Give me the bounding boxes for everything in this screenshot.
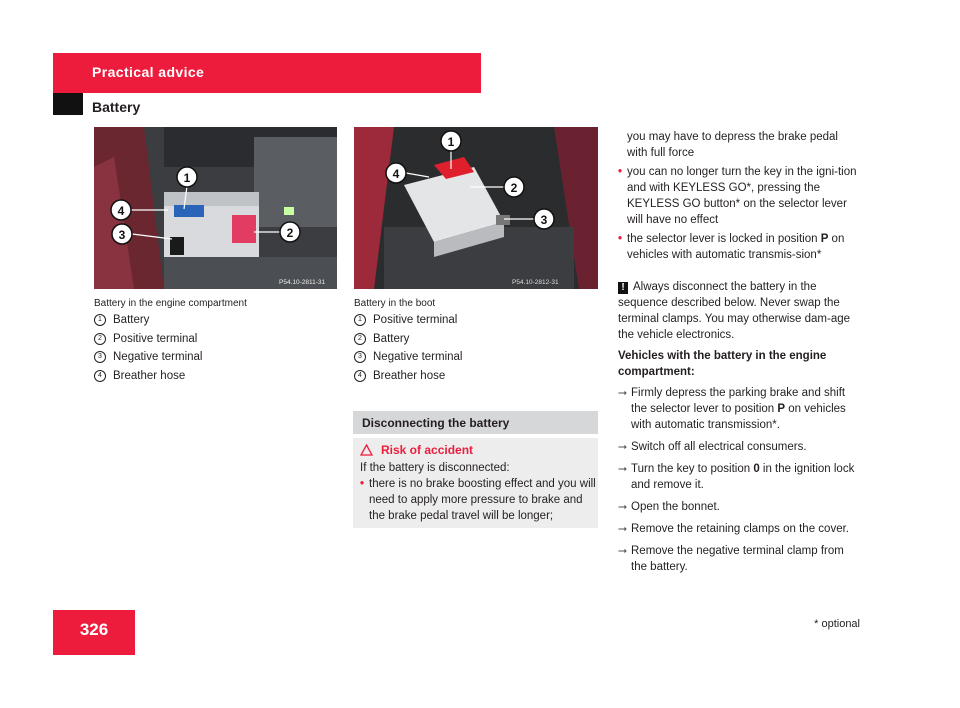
- note-paragraph: ! Always disconnect the battery in the sequence described below. Never swap the terminal clamps. You may otherwise dam-age the vehicle electronics.: [618, 281, 851, 341]
- legend-item: [354, 311, 599, 330]
- svg-text:2: 2: [286, 226, 294, 240]
- item-number: 3: [94, 351, 106, 363]
- svg-text:3: 3: [540, 213, 548, 227]
- legend-label: Battery: [113, 314, 150, 326]
- section-title: Practical advice: [92, 64, 205, 80]
- callout-1: [177, 167, 197, 187]
- right-column: [618, 129, 860, 575]
- warning-intro: If the battery is disconnected:: [360, 462, 510, 474]
- legend-label: Positive terminal: [373, 314, 458, 326]
- step: ⭢ Turn the key to position 0 in the ignition lock and remove it.: [618, 463, 855, 491]
- legend-label: Battery: [373, 332, 410, 345]
- legend-item: [354, 330, 599, 349]
- legend-label: Negative terminal: [113, 351, 203, 363]
- boot-photo: [354, 127, 598, 289]
- warning-triangle-icon: [360, 444, 373, 456]
- legend-label: Breather hose: [113, 369, 186, 382]
- engine-compartment-photo: [94, 127, 337, 289]
- callout-3: [534, 209, 554, 229]
- optional-footnote: * optional: [814, 618, 860, 630]
- item-number: 4: [94, 370, 106, 382]
- callout-1: [441, 131, 461, 151]
- continued-bullet: • you can no longer turn the key in the igni-tion and with KEYLESS GO*, pressing the KEYLESS GO button* on the selector lever will have no effect: [618, 166, 857, 226]
- legend-item: [94, 348, 339, 367]
- legend-item: [354, 348, 599, 367]
- item-number: 1: [94, 314, 106, 326]
- svg-text:4: 4: [117, 204, 125, 218]
- item-number: 2: [94, 333, 106, 345]
- callout-4: [111, 200, 131, 220]
- header-marker: [53, 93, 83, 115]
- svg-text:3: 3: [118, 228, 126, 242]
- item-number: 3: [354, 351, 366, 363]
- warning-title: Risk of accident: [360, 443, 473, 457]
- continued-bullet: you may have to depress the brake pedal with full force: [627, 131, 838, 159]
- legend-item: [94, 330, 339, 349]
- engine-compartment-heading: Vehicles with the battery in the engine compartment:: [618, 350, 827, 378]
- legend-item: [354, 367, 599, 386]
- boot-photo-caption: Battery in the boot: [354, 298, 436, 309]
- callout-3: [112, 224, 132, 244]
- svg-text:4: 4: [392, 167, 400, 181]
- callout-2: [504, 177, 524, 197]
- page-title: Battery: [92, 99, 141, 115]
- item-number: 2: [354, 333, 366, 345]
- page-number: 326: [79, 620, 109, 639]
- legend-item: [94, 367, 339, 386]
- section-heading: Disconnecting the battery: [353, 411, 598, 434]
- callout-4: [386, 163, 406, 183]
- engine-photo-caption: Battery in the engine compartment: [94, 298, 247, 309]
- svg-text:1: 1: [183, 171, 191, 185]
- step: ⭢ Open the bonnet.: [618, 501, 720, 513]
- item-number: 1: [354, 314, 366, 326]
- item-number: 4: [354, 370, 366, 382]
- legend-label: Breather hose: [373, 369, 446, 382]
- callout-2: [280, 222, 300, 242]
- step: ⭢ Firmly depress the parking brake and shift the selector lever to position P on vehicles with automatic transmission*.: [618, 387, 846, 431]
- svg-text:1: 1: [447, 135, 455, 149]
- step: ⭢ Remove the retaining clamps on the cover.: [618, 523, 849, 535]
- legend-item: [94, 311, 339, 330]
- engine-legend: [94, 311, 339, 385]
- legend-label: Positive terminal: [113, 332, 198, 345]
- warning-bullet: • there is no brake boosting effect and you will need to apply more pressure to brake and the brake pedal travel will be longer;: [360, 478, 596, 522]
- continued-bullet: • the selector lever is locked in position P on vehicles with automatic transmis-sion*: [618, 233, 845, 261]
- photo-code: P54.10-2812-31: [512, 279, 559, 286]
- svg-text:2: 2: [510, 181, 518, 195]
- warning-body: [360, 460, 596, 524]
- step: ⭢ Remove the negative terminal clamp from the battery.: [618, 545, 844, 573]
- photo-code: P54.10-2811-31: [279, 279, 326, 286]
- note-icon: !: [618, 282, 628, 294]
- step: ⭢ Switch off all electrical consumers.: [618, 441, 807, 453]
- boot-legend: [354, 311, 599, 385]
- legend-label: Negative terminal: [373, 351, 463, 363]
